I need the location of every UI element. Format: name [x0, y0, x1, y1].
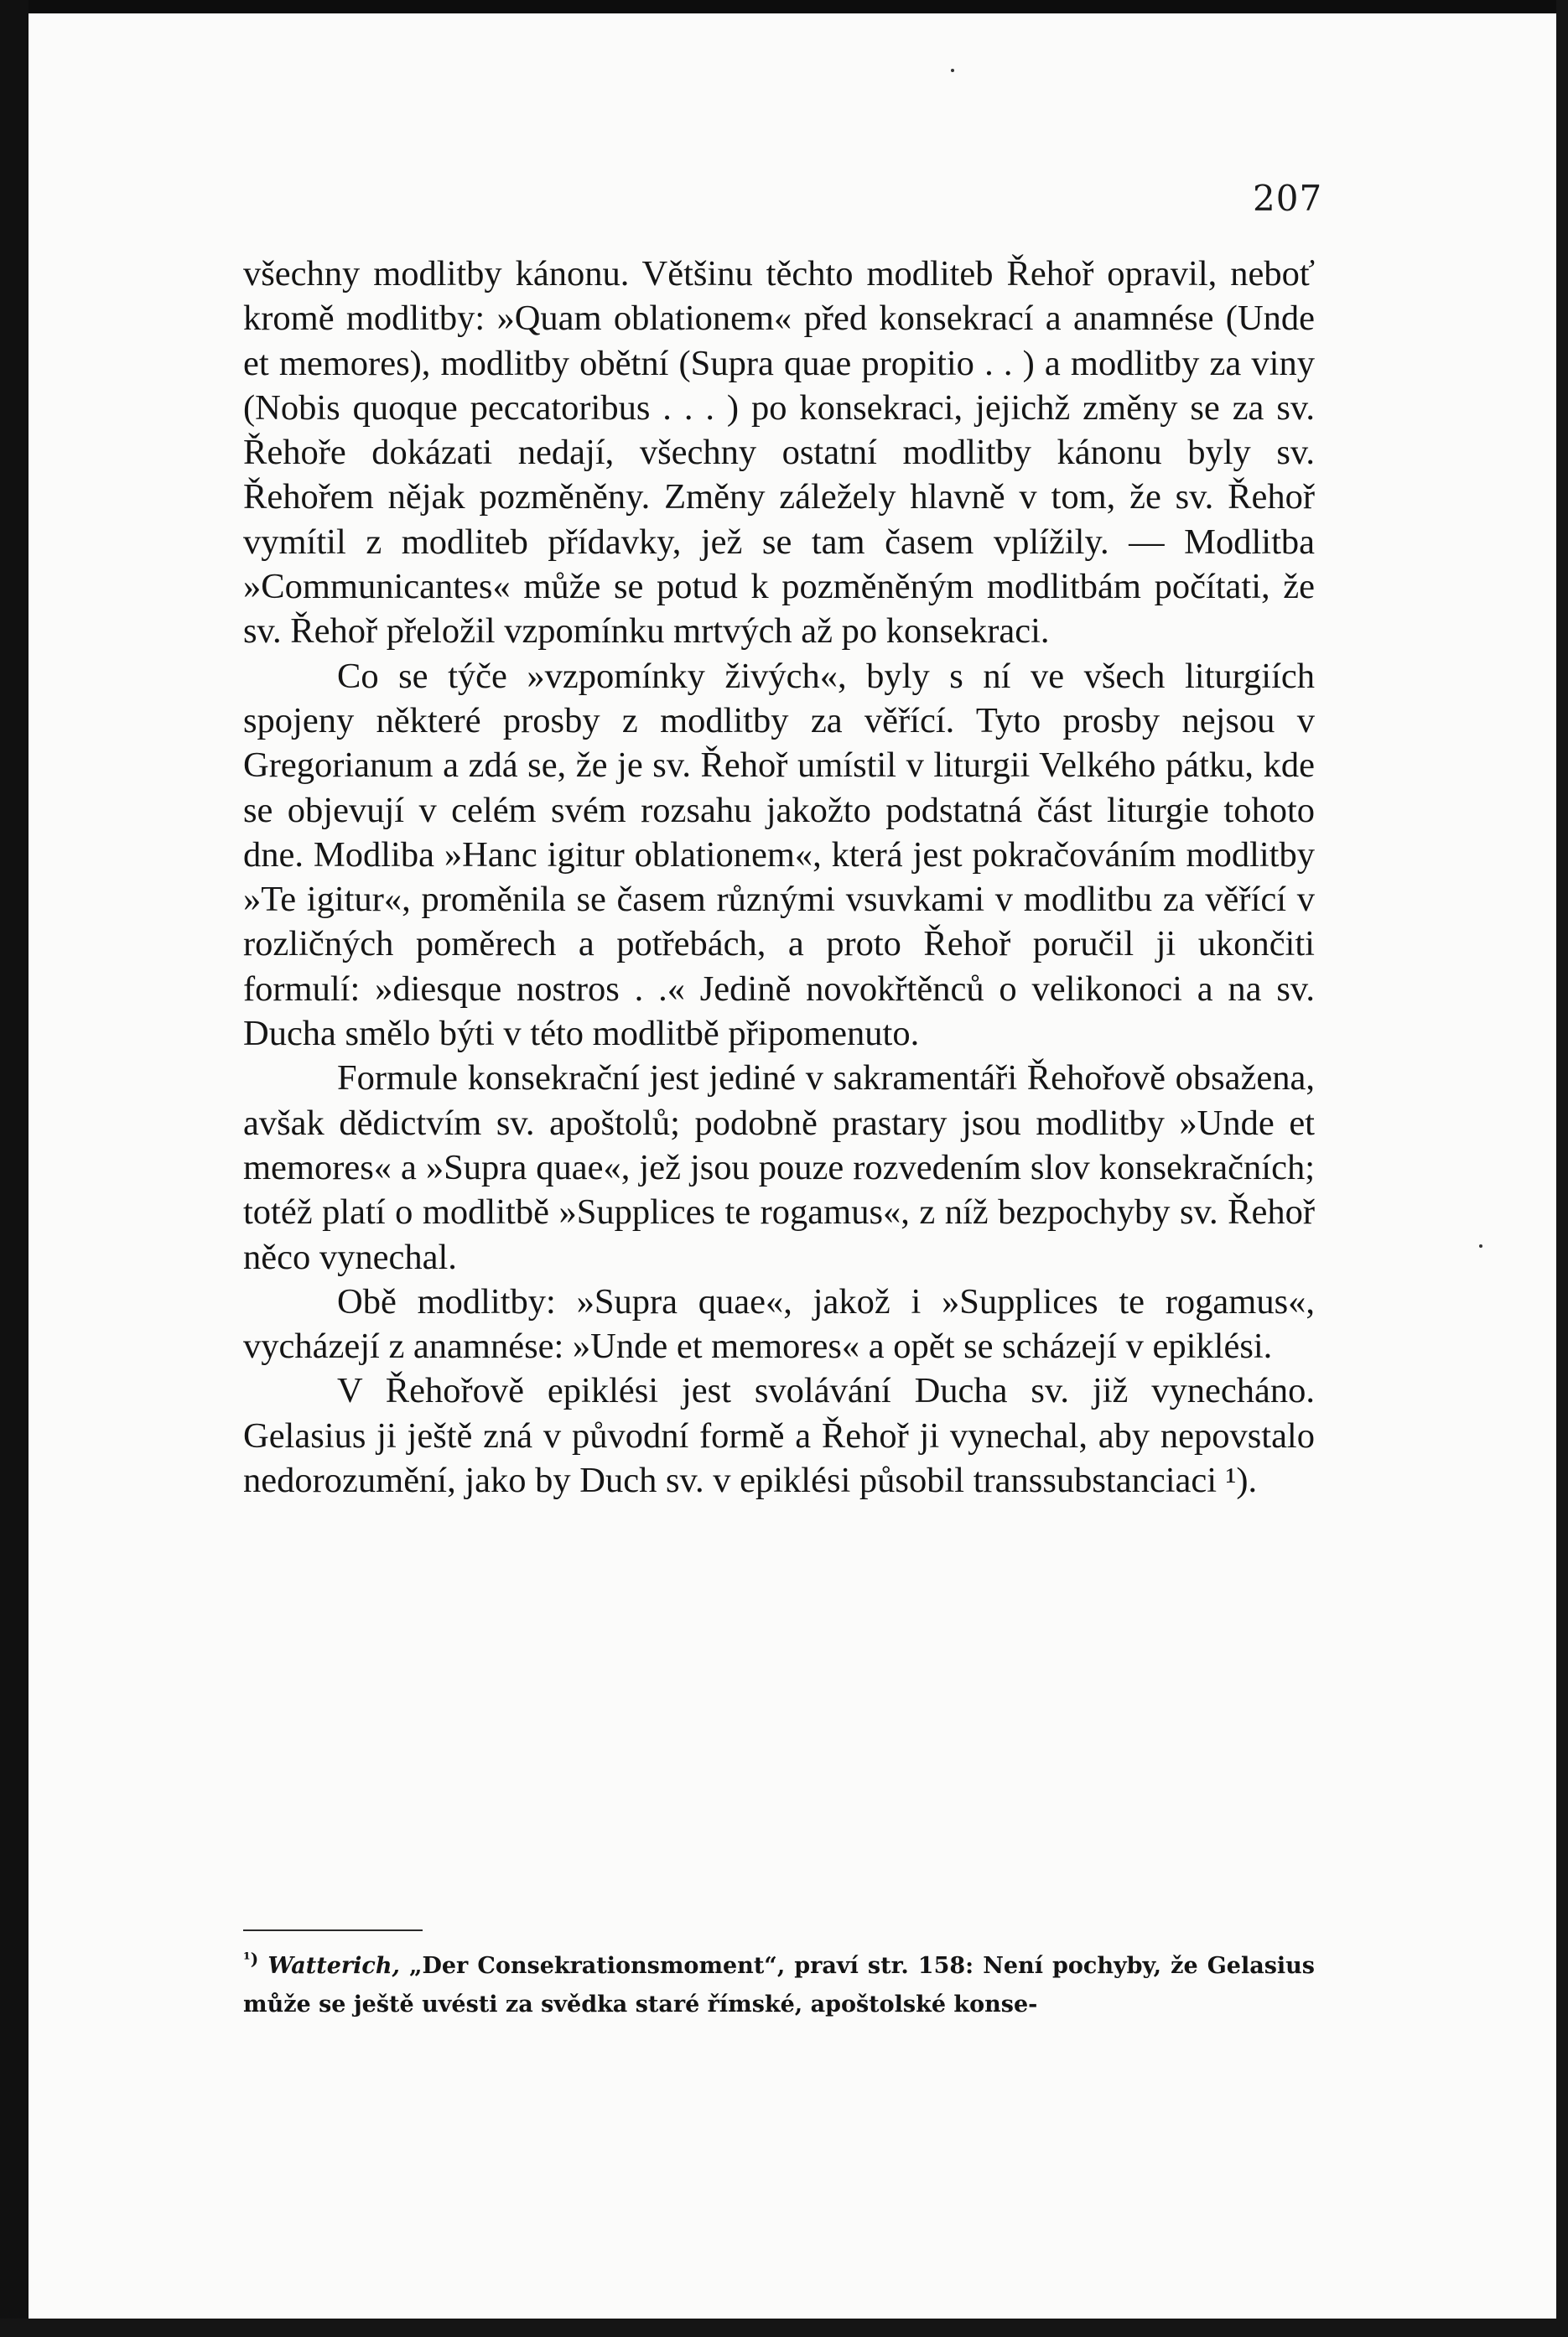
scan-border-top — [0, 0, 1568, 13]
scan-border-right — [1556, 0, 1568, 2337]
paragraph-4: Obě modlitby: »Supra quae«, jakož i »Supplices te rogamus«, vycházejí z anamnése: »Unde et memores« a opět se scházejí v epiklési. — [243, 1281, 1315, 1367]
footnote-author: Watterich, — [267, 1953, 400, 1979]
paragraph-5: V Řehořově epiklési jest svolávání Ducha sv. již vynecháno. Gelasius ji ještě zná v původní formě a Řehoř ji vynechal, aby nepovstalo nedorozumění, jako by Duch sv. v epiklési působil transsubstanciaci ¹). — [243, 1371, 1315, 1501]
main-text — [243, 252, 1315, 1503]
scan-border-left — [0, 0, 29, 2337]
footnote-marker: ¹) — [243, 1949, 259, 1969]
page-number: 207 — [1253, 178, 1323, 219]
scan-border-bottom — [0, 2319, 1568, 2337]
footnote-separator — [243, 1929, 423, 1931]
paragraph-3: Formule konsekrační jest jediné v sakramentáři Řehořově obsažena, avšak dědictvím sv. apoštolů; podobně prastary jsou modlitby »Unde et memores« a »Supra quae«, jež jsou pouze rozvedením slov konsekračních; totéž platí o modlitbě »Supplices te rogamus«, z níž bezpochyby sv. Řehoř něco vynechal. — [243, 1058, 1315, 1277]
scan-speck — [1479, 1244, 1482, 1248]
footnote-text: „Der Consekrationsmoment“, praví str. 158: Není pochyby, že Gelasius může se ještě uvésti za svědka staré římské, apoštolské konse- — [243, 1953, 1315, 2018]
scan-speck — [951, 69, 954, 72]
paragraph-1: všechny modlitby kánonu. Většinu těchto modliteb Řehoř opravil, neboť kromě modlitby: »Quam oblationem« před konsekrací a anamnése (Unde et memores), modlitby obětní (Supra quae propitio . . ) a modlitby za viny (Nobis quoque peccatoribus . . . ) po konsekraci, jejichž změny se za sv. Řehoře dokázati nedají, všechny ostatní modlitby kánonu byly sv. Řehořem nějak pozměněny. Změny záležely hlavně v tom, že sv. Řehoř vymítil z modliteb přídavky, jež se tam časem vplížily. — Modlitba »Communicantes« může se potud k pozměněným modlitbám počítati, že sv. Řehoř přeložil vzpomínku mrtvých až po konsekraci. — [243, 254, 1315, 652]
paragraph-2: Co se týče »vzpomínky živých«, byly s ní ve všech liturgiích spojeny některé prosby z modlitby za věřící. Tyto prosby nejsou v Gregorianum a zdá se, že je sv. Řehoř umístil v liturgii Velkého pátku, kde se objevují v celém svém rozsahu jakožto podstatná část liturgie tohoto dne. Modliba »Hanc igitur oblationem«, která jest pokračováním modlitby »Te igitur«, proměnila se časem různými vsuvkami v modlitbu za věřící v rozličných poměrech a potřebách, a proto Řehoř poručil ji ukončiti formulí: »diesque nostros . .« Jedině novokřtěnců o velikonoci a na sv. Ducha smělo býti v této modlitbě připomenuto. — [243, 656, 1315, 1054]
footnote — [243, 1947, 1315, 2024]
